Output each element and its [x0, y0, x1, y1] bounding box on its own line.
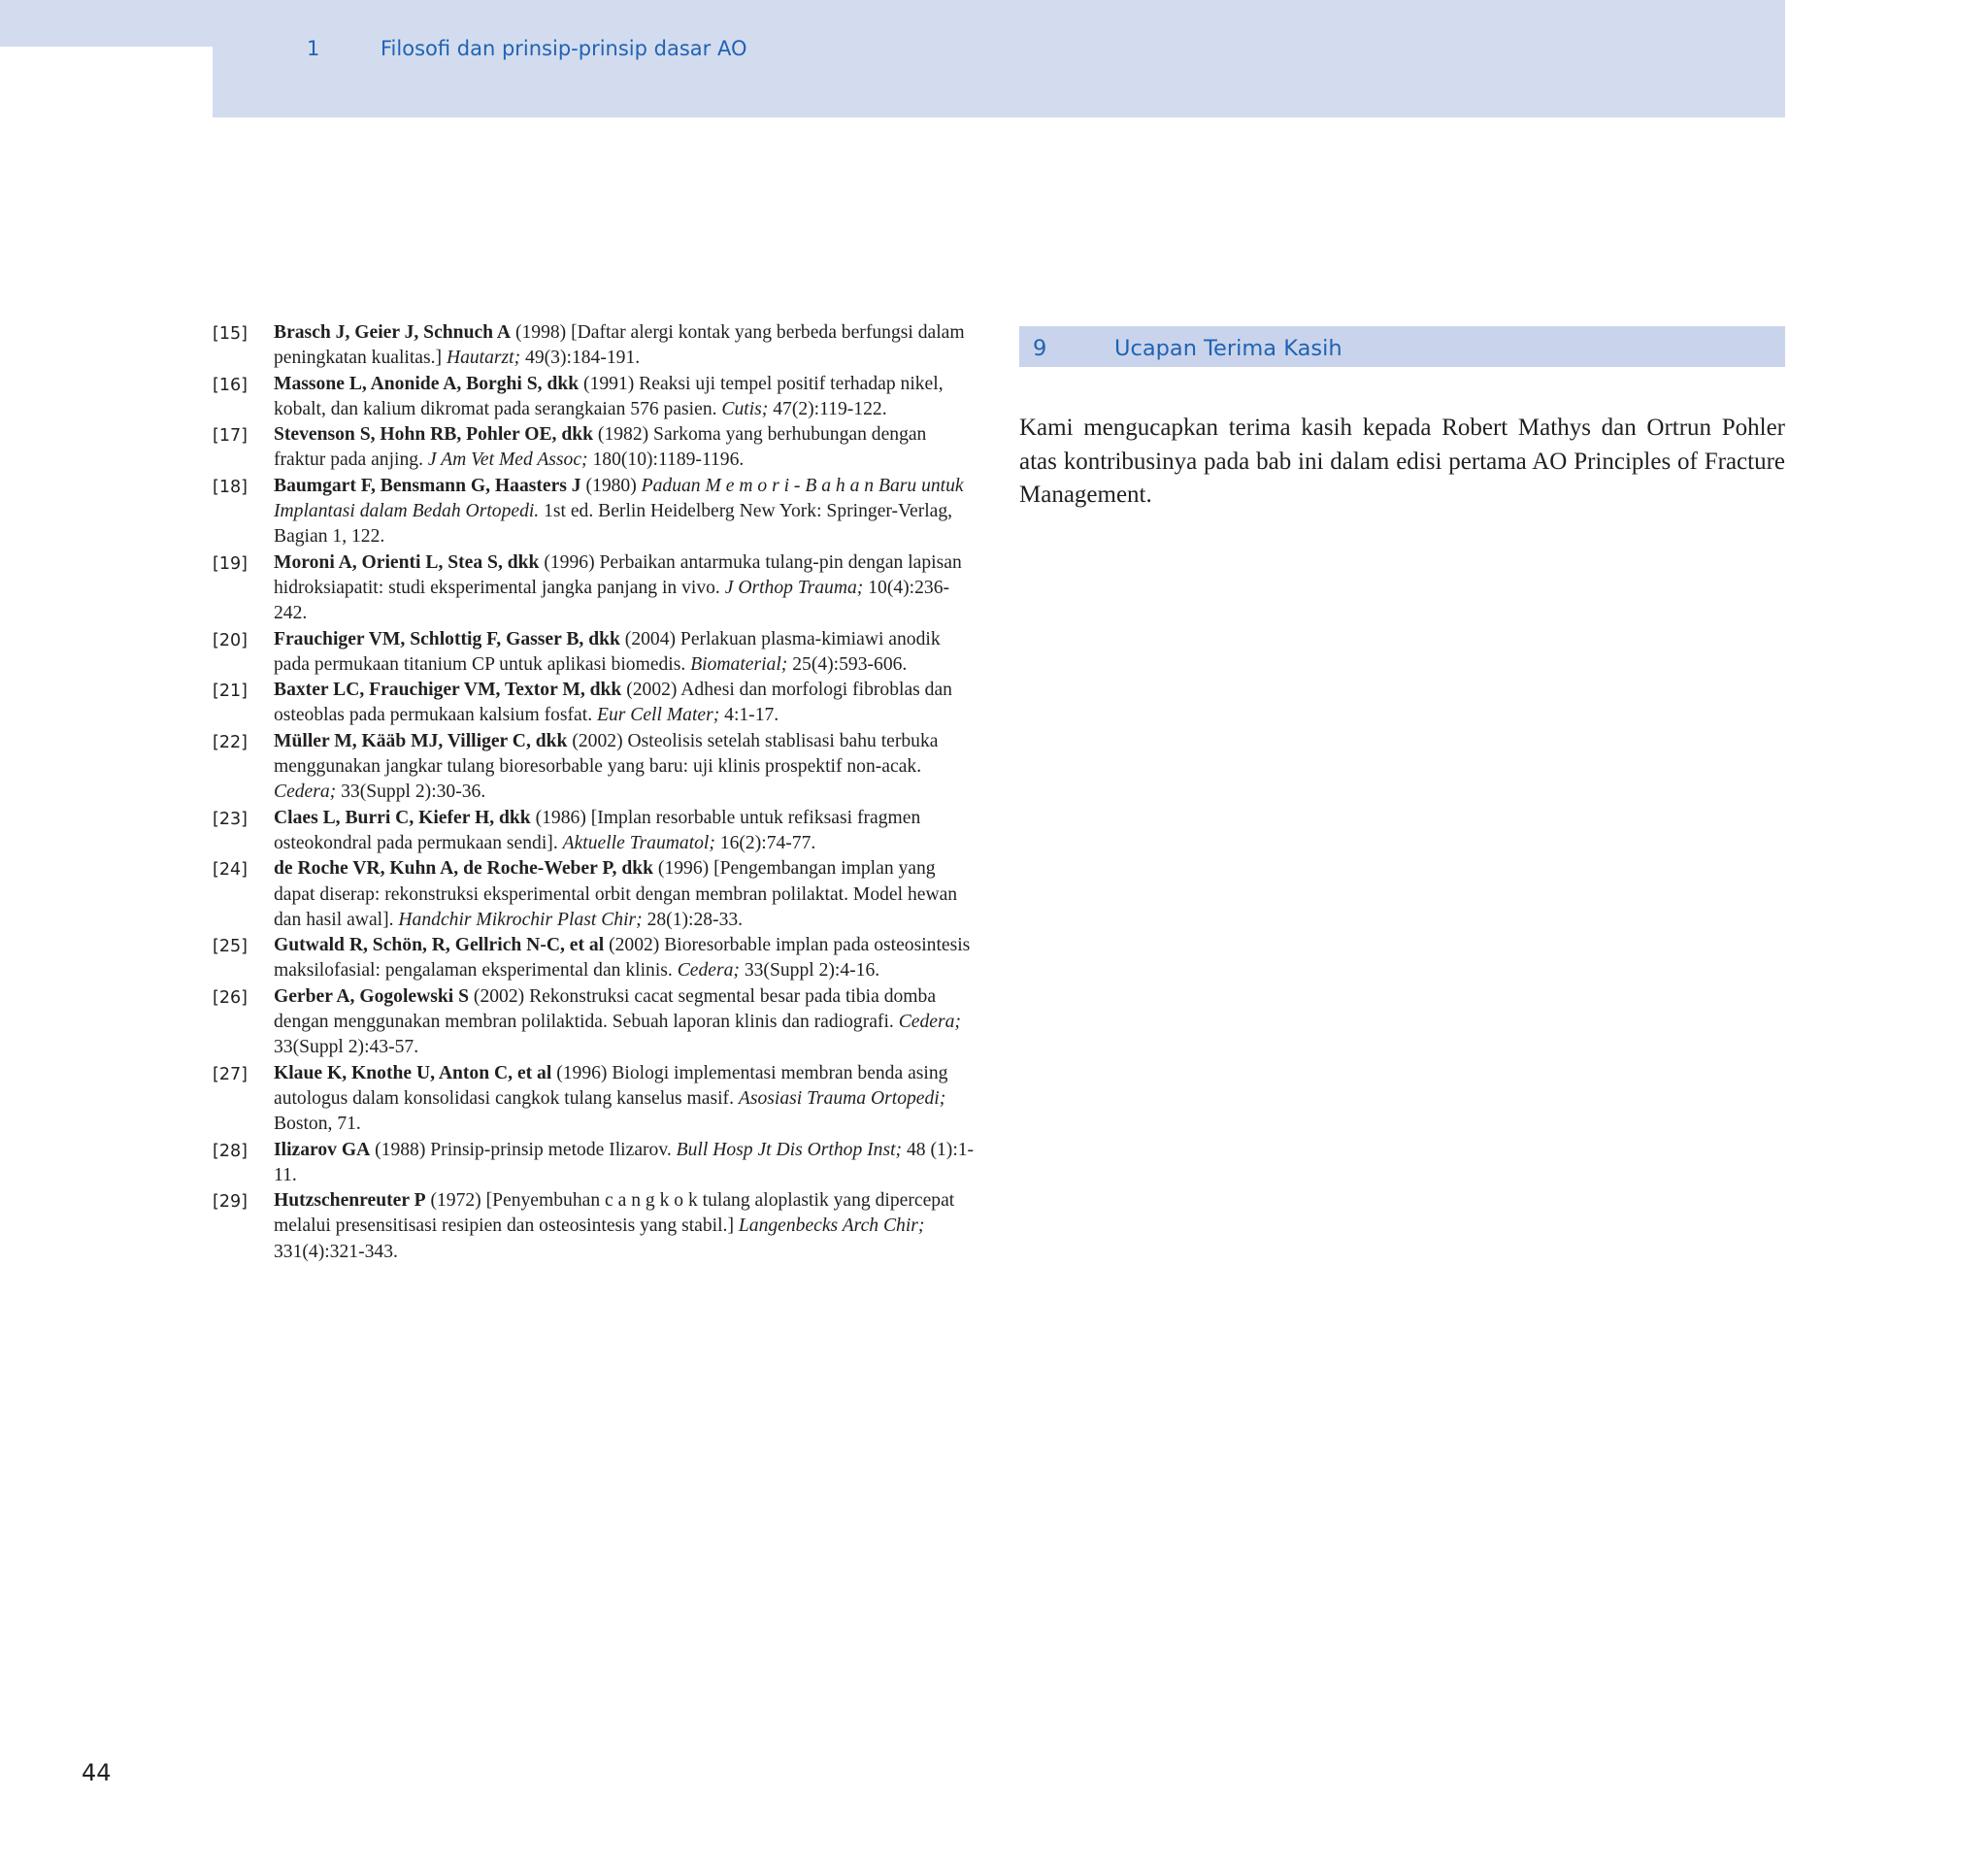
reference-item: [213, 1061, 975, 1138]
reference-authors: Gerber A, Gogolewski S: [274, 985, 470, 1007]
reference-journal: Cutis;: [721, 398, 769, 419]
reference-body: [274, 627, 975, 679]
section-title: Ucapan Terima Kasih: [1114, 336, 1342, 361]
reference-details: 180(10):1189-1196.: [587, 449, 745, 471]
reference-item: [213, 627, 975, 679]
reference-text: (1996) Perbaikan antarmuka tulang-pin dengan lapisan hidroksiapatit: studi eksperimental jangka panjang in vivo.: [274, 551, 962, 598]
reference-details: 331(4):321-343.: [274, 1241, 398, 1262]
reference-details: 16(2):74-77.: [714, 832, 816, 853]
reference-item: [213, 422, 975, 474]
reference-number: [18]: [213, 477, 248, 497]
reference-journal: J Orthop Trauma;: [724, 577, 864, 598]
reference-body: [274, 474, 975, 550]
chapter-title: Filosofi dan prinsip-prinsip dasar AO: [381, 37, 747, 60]
reference-item: [213, 729, 975, 806]
reference-text: (1982) Sarkoma yang berhubungan dengan fraktur pada anjing.: [274, 424, 927, 471]
reference-number: [28]: [213, 1141, 248, 1161]
reference-authors: Frauchiger VM, Schlottig F, Gasser B, dkk: [274, 628, 620, 649]
reference-number: [20]: [213, 630, 248, 650]
reference-item: [213, 678, 975, 729]
reference-text: (2002) Bioresorbable implan pada osteosintesis maksilofasial: pengalaman eksperimental dan klinis.: [274, 935, 971, 982]
reference-number: [17]: [213, 426, 248, 447]
reference-authors: Müller M, Kääb MJ, Villiger C, dkk: [274, 730, 568, 751]
reference-authors: Klaue K, Knothe U, Anton C, et al: [274, 1062, 552, 1083]
reference-authors: Moroni A, Orienti L, Stea S, dkk: [274, 551, 540, 573]
reference-details: Boston, 71.: [274, 1114, 361, 1135]
reference-journal: Eur Cell Mater;: [597, 705, 720, 726]
reference-body: [274, 1138, 975, 1189]
reference-number: [22]: [213, 732, 248, 752]
reference-text: (2004) Perlakuan plasma-kimiawi anodik pada permukaan titanium CP untuk aplikasi biomedis.: [274, 628, 941, 675]
reference-details: 28(1):28-33.: [642, 909, 744, 930]
chapter-number: 1: [307, 37, 320, 60]
reference-number: [25]: [213, 937, 248, 957]
reference-text: (1998) [Daftar alergi kontak yang berbeda berfungsi dalam peningkatan kualitas.]: [274, 322, 965, 369]
reference-text: (1986) [Implan resorbable untuk refiksasi fragmen osteokondral pada permukaan sendi].: [274, 807, 921, 853]
reference-body: [274, 1188, 975, 1265]
reference-body: [274, 320, 975, 372]
reference-item: [213, 550, 975, 627]
reference-journal: Cedera;: [898, 1012, 961, 1033]
reference-number: [21]: [213, 682, 248, 702]
reference-details: 10(4):236-242.: [274, 577, 950, 624]
reference-authors: Brasch J, Geier J, Schnuch A: [274, 322, 512, 343]
reference-authors: Gutwald R, Schön, R, Gellrich N-C, et al: [274, 935, 605, 956]
reference-details: 1st ed. Berlin Heidelberg New York: Springer-Verlag, Bagian 1, 122.: [274, 501, 953, 548]
reference-text: (2002) Osteolisis setelah stablisasi bahu terbuka menggunakan jangkar tulang bioresorbable yang baru: uji klinis prospektif non-acak.: [274, 730, 939, 778]
header-strip: [0, 0, 213, 47]
page-number: 44: [82, 1759, 112, 1786]
reference-body: [274, 422, 975, 474]
reference-journal: Asosiasi Trauma Ortopedi;: [738, 1087, 946, 1109]
reference-text: (1972) [Penyembuhan c a n g k o k tulang aloplastik yang dipercepat melalui presensitisasi resipien dan osteosintesis yang stabil.]: [274, 1190, 955, 1237]
reference-authors: Hutzschenreuter P: [274, 1190, 426, 1212]
reference-journal: Cedera;: [274, 782, 337, 803]
reference-details: 33(Suppl 2):4-16.: [739, 960, 880, 982]
reference-body: [274, 729, 975, 806]
reference-body: [274, 984, 975, 1061]
reference-number: [27]: [213, 1064, 248, 1084]
reference-journal: Cedera;: [677, 960, 740, 982]
reference-journal: Handchir Mikrochir Plast Chir;: [398, 909, 643, 930]
reference-journal: Bull Hosp Jt Dis Orthop Inst;: [676, 1139, 903, 1160]
reference-body: [274, 372, 975, 423]
reference-journal: Langenbecks Arch Chir;: [738, 1215, 925, 1237]
reference-item: [213, 320, 975, 372]
reference-body: [274, 678, 975, 729]
section-number: 9: [1033, 336, 1047, 361]
reference-number: [19]: [213, 553, 248, 574]
reference-item: [213, 1188, 975, 1265]
reference-details: 47(2):119-122.: [768, 398, 887, 419]
reference-number: [24]: [213, 860, 248, 881]
reference-number: [15]: [213, 324, 248, 344]
reference-authors: Stevenson S, Hohn RB, Pohler OE, dkk: [274, 424, 594, 446]
reference-number: [16]: [213, 375, 248, 395]
reference-details: 48 (1):1-11.: [274, 1139, 975, 1185]
reference-journal: J Am Vet Med Assoc;: [427, 449, 588, 471]
reference-item: [213, 806, 975, 857]
acknowledgement-text: Kami mengucapkan terima kasih kepada Robert Mathys dan Ortrun Pohler atas kontribusinya pada bab ini dalam edisi pertama AO Principles of Fracture Management.: [1019, 415, 1785, 508]
reference-body: [274, 1061, 975, 1138]
reference-item: [213, 474, 975, 550]
reference-body: [274, 806, 975, 857]
reference-journal: Paduan M e m o r i - B a h a n Baru untuk Implantasi dalam Bedah Ortopedi.: [274, 475, 964, 522]
reference-authors: Claes L, Burri C, Kiefer H, dkk: [274, 807, 531, 828]
reference-item: [213, 856, 975, 933]
reference-details: 49(3):184-191.: [520, 348, 641, 369]
reference-text: (2002) Adhesi dan morfologi fibroblas dan osteoblas pada permukaan kalsium fosfat.: [274, 680, 952, 726]
reference-authors: Baxter LC, Frauchiger VM, Textor M, dkk: [274, 680, 622, 701]
reference-journal: Biomaterial;: [690, 653, 788, 675]
reference-number: [26]: [213, 987, 248, 1008]
reference-journal: Hautarzt;: [446, 348, 521, 369]
reference-details: 4:1-17.: [719, 705, 779, 726]
reference-body: [274, 933, 975, 984]
reference-text: (1980): [580, 475, 642, 496]
reference-list: [213, 320, 975, 1265]
reference-item: [213, 1138, 975, 1189]
reference-authors: de Roche VR, Kuhn A, de Roche-Weber P, dkk: [274, 858, 654, 880]
reference-number: [29]: [213, 1192, 248, 1213]
reference-body: [274, 856, 975, 933]
reference-number: [23]: [213, 809, 248, 829]
reference-item: [213, 933, 975, 984]
reference-text: (1991) Reaksi uji tempel positif terhadap nikel, kobalt, dan kalium dikromat pada serangkaian 576 pasien.: [274, 373, 944, 419]
reference-details: 33(Suppl 2):43-57.: [274, 1037, 419, 1058]
reference-authors: Massone L, Anonide A, Borghi S, dkk: [274, 373, 580, 394]
reference-text: (1996) [Pengembangan implan yang dapat diserap: rekonstruksi eksperimental orbit dengan membran polilaktat. Model hewan dan hasil awal].: [274, 858, 958, 930]
reference-body: [274, 550, 975, 627]
reference-details: 33(Suppl 2):30-36.: [336, 782, 486, 803]
reference-text: (1996) Biologi implementasi membran benda asing autologus dalam konsolidasi cangkok tulang kanselus masif.: [274, 1062, 948, 1109]
reference-journal: Aktuelle Traumatol;: [562, 832, 715, 853]
reference-text: (1988) Prinsip-prinsip metode Ilizarov.: [370, 1139, 677, 1160]
reference-authors: Ilizarov GA: [274, 1139, 371, 1160]
reference-authors: Baumgart F, Bensmann G, Haasters J: [274, 475, 581, 496]
reference-item: [213, 372, 975, 423]
reference-item: [213, 984, 975, 1061]
reference-details: 25(4):593-606.: [787, 653, 908, 675]
reference-text: (2002) Rekonstruksi cacat segmental besar pada tibia domba dengan menggunakan membran polilaktida. Sebuah laporan klinis dan radiografi.: [274, 985, 937, 1033]
